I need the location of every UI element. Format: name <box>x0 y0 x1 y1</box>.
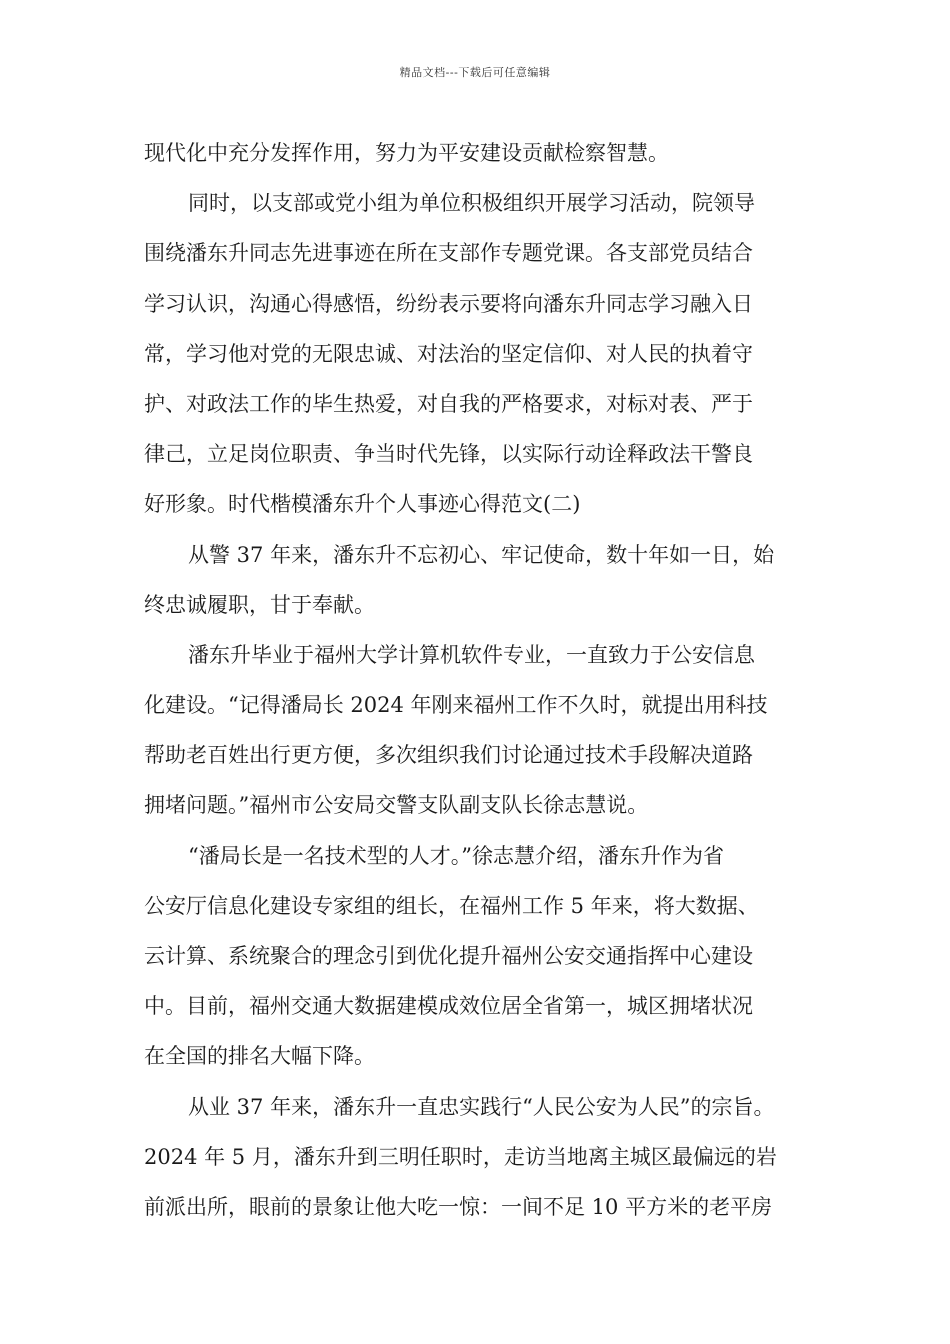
text-line: 律己，立足岗位职责、争当时代先锋，以实际行动诠释政法干警良 <box>144 442 753 467</box>
text-line: 公安厅信息化建设专家组的组长，在福州工作 5 年来，将大数据、 <box>144 893 759 918</box>
text-line: 中。目前，福州交通大数据建模成效位居全省第一，城区拥堵状况 <box>144 994 753 1019</box>
text-line: “潘局长是一名技术型的人才。”徐志慧介绍，潘东升作为省 <box>188 843 724 868</box>
text-line: 从警 37 年来，潘东升不忘初心、牢记使命，数十年如一日，始 <box>188 542 775 567</box>
text-line: 前派出所，眼前的景象让他大吃一惊：一间不足 10 平方米的老平房 <box>144 1194 773 1219</box>
text-line: 常，学习他对党的无限忠诚、对法治的坚定信仰、对人民的执着守 <box>144 341 753 366</box>
text-line: 护、对政法工作的毕生热爱，对自我的严格要求，对标对表、严于 <box>144 391 753 416</box>
text-line: 同时，以支部或党小组为单位积极组织开展学习活动，院领导 <box>188 191 755 216</box>
text-line: 学习认识，沟通心得感悟，纷纷表示要将向潘东升同志学习融入日 <box>144 291 753 316</box>
text-line: 在全国的排名大幅下降。 <box>144 1044 375 1069</box>
text-line: 终忠诚履职，甘于奉献。 <box>144 592 375 617</box>
text-line: 围绕潘东升同志先进事迹在所在支部作专题党课。各支部党员结合 <box>144 241 753 266</box>
text-line: 云计算、系统聚合的理念引到优化提升福州公安交通指挥中心建设 <box>144 944 753 968</box>
text-line: 帮助老百姓出行更方便，多次组织我们讨论通过技术手段解决道路 <box>144 743 753 768</box>
text-line: 潘东升毕业于福州大学计算机软件专业，一直致力于公安信息 <box>188 642 755 667</box>
text-line: 2024 年 5 月，潘东升到三明任职时，走访当地离主城区最偏远的岩 <box>144 1144 777 1169</box>
text-line: 化建设。“记得潘局长 2024 年刚来福州工作不久时，就提出用科技 <box>144 693 768 718</box>
text-line: 好形象。时代楷模潘东升个人事迹心得范文(二) <box>144 492 581 517</box>
text-line: 现代化中充分发挥作用，努力为平安建设贡献检察智慧。 <box>144 141 669 165</box>
text-line: 从业 37 年来，潘东升一直忠实践行“人民公安为人民”的宗旨。 <box>188 1094 775 1119</box>
text-line: 拥堵问题。”福州市公安局交警支队副支队长徐志慧说。 <box>144 793 649 818</box>
page-header: 精品文档---下载后可任意编辑 <box>399 66 551 79</box>
document-body <box>144 128 814 1232</box>
